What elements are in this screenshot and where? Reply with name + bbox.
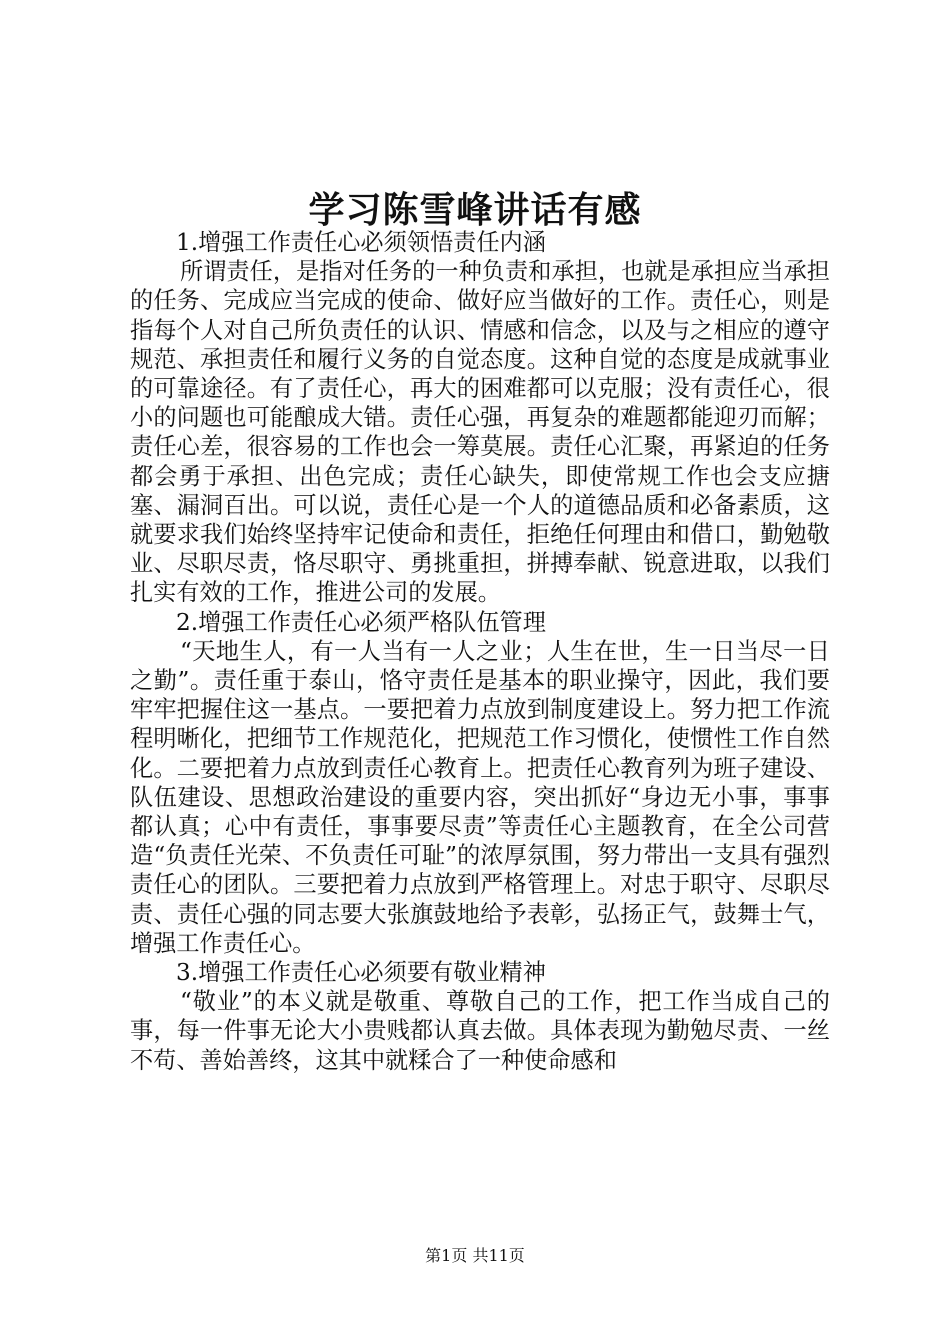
section-heading-2: 2.增强工作责任心必须严格队伍管理 (176, 608, 546, 636)
section-paragraph-1: 所谓责任，是指对任务的一种负责和承担，也就是承担应当承担的任务、完成应当完成的使命、做好应当做好的工作。责任心，则是指每个人对自己所负责任的认识、情感和信念，以及与之相应的遵守规范、承担责任和履行义务的自觉态度。这种自觉的态度是成就事业的可靠途径。有了责任心，再大的困难都可以克服；没有责任心，很小的问题也可能酿成大错。责任心强，再复杂的难题都能迎刃而解；责任心差，很容易的工作也会一筹莫展。责任心汇聚，再紧迫的任务都会勇于承担、出色完成；责任心缺失，即使常规工作也会支应搪塞、漏洞百出。可以说，责任心是一个人的道德品质和必备素质，这就要求我们始终坚持牢记使命和责任，拒绝任何理由和借口，勤勉敬业、尽职尽责，恪尽职守、勇挑重担，拼搏奉献、锐意进取，以我们扎实有效的工作，推进公司的发展。 (130, 258, 830, 607)
section-paragraph-2: “天地生人，有一人当有一人之业；人生在世，生一日当尽一日之勤”。责任重于泰山，恪守责任是基本的职业操守，因此，我们要牢牢把握住这一基点。一要把着力点放到制度建设上。努力把工作流程明晰化，把细节工作规范化，把规范工作习惯化，使惯性工作自然化。二要把着力点放到责任心教育上。把责任心教育列为班子建设、队伍建设、思想政治建设的重要内容，突出抓好“身边无小事，事事都认真；心中有责任，事事要尽责”等责任心主题教育，在全公司营造“负责任光荣、不负责任可耻”的浓厚氛围，努力带出一支具有强烈责任心的团队。三要把着力点放到严格管理上。对忠于职守、尽职尽责、责任心强的同志要大张旗鼓地给予表彰，弘扬正气，鼓舞士气，增强工作责任心。 (130, 637, 830, 957)
page-footer: 第1页 共11页 (425, 1246, 525, 1265)
section-heading-1: 1.增强工作责任心必须领悟责任内涵 (176, 229, 546, 256)
section-paragraph-3: “敬业”的本义就是敬重、尊敬自己的工作，把工作当成自己的事，每一件事无论大小贵贱都认真去做。具体表现为勤勉尽责、一丝不苟、善始善终，这其中就糅合了一种使命感和 (130, 988, 830, 1074)
document-body (130, 228, 830, 1075)
document-title: 学习陈雪峰讲话有感 (308, 189, 642, 231)
section-heading-3: 3.增强工作责任心必须要有敬业精神 (176, 959, 546, 987)
